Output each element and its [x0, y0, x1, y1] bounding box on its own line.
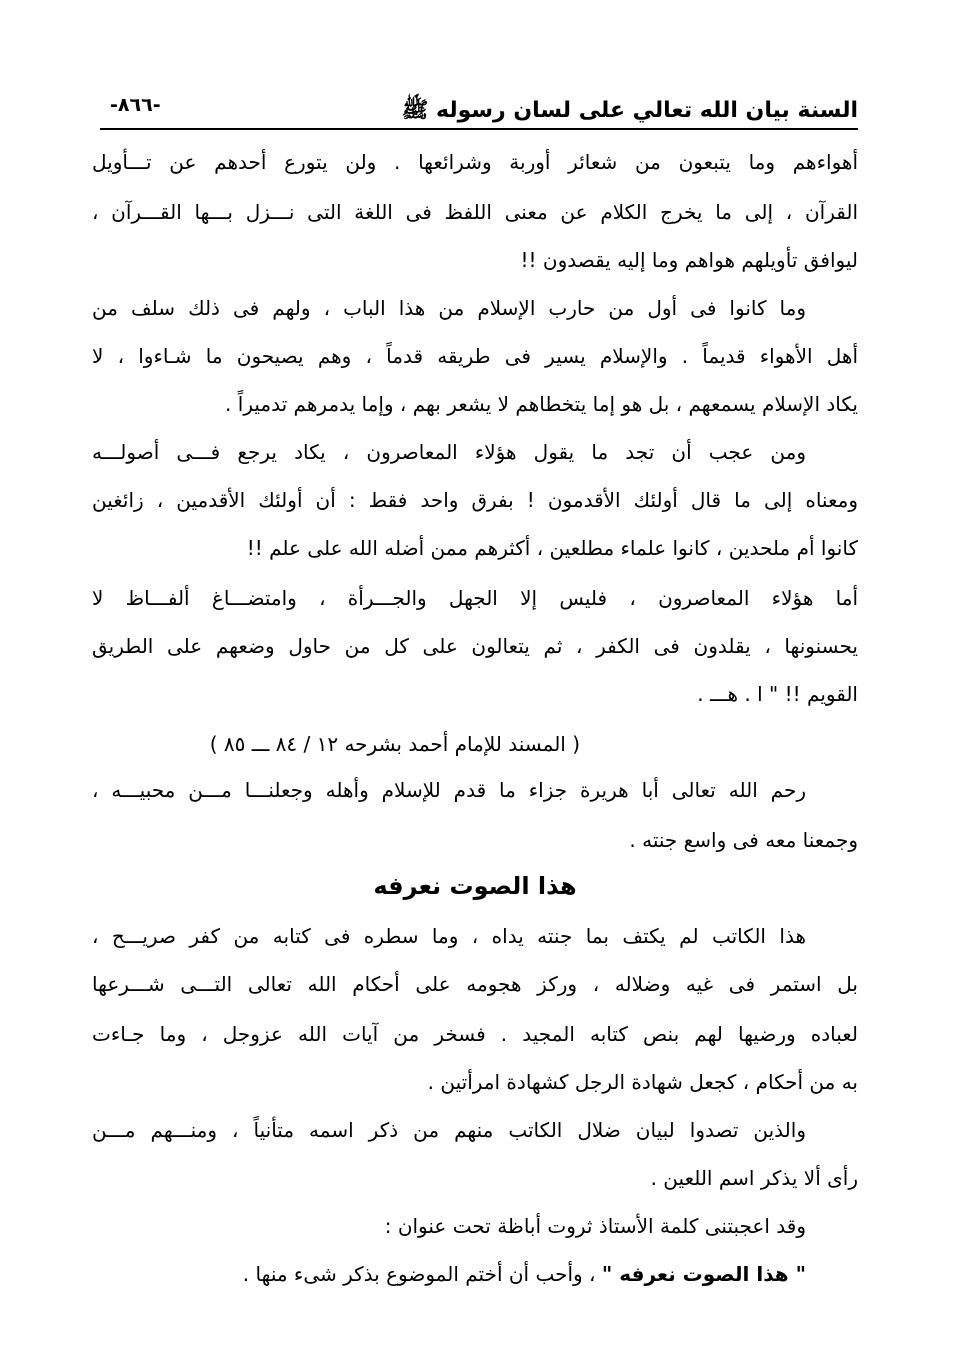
quote-rest: ، وأحب أن أختم الموضوع بذكر شىء منها . — [242, 1262, 602, 1286]
citation: ( المسند للإمام أحمد بشرحه ١٢ / ٨٤ ـــ ٨٥ ) — [209, 732, 580, 756]
closing-quote-line — [92, 1260, 858, 1288]
paragraph-4-line-3: القويم !! " ا . هـــ . — [697, 682, 858, 706]
paragraph-1-line-3: ليوافق تأويلهم هواهم وما إليه يقصدون !! — [520, 248, 858, 272]
paragraph-6-line-3: لعباده ورضيها لهم بنص كتابه المجيد . فسخر من آيات الله عزوجل ، وما جـاءت — [92, 1022, 858, 1046]
section-heading: هذا الصوت نعرفه — [373, 872, 577, 900]
paragraph-1-line-1: أهواءهم وما يتبعون من شعائر أوربة وشرائعها . ولن يتورع أحدهم عن تـــأويل — [92, 150, 858, 174]
paragraph-2-line-3: يكاد الإسلام يسمعهم ، بل هو إما يتخطاهم لا يشعر بهم ، وإما يدمرهم تدميراً . — [225, 392, 858, 416]
paragraph-4-line-2: يحسنونها ، يقلدون فى الكفر ، ثم يتعالون على كل من حاول وضعهم على الطريق — [92, 634, 858, 658]
paragraph-8-line-1: وقد اعجبتنى كلمة الأستاذ ثروت أباظة تحت عنوان : — [384, 1214, 806, 1238]
paragraph-7-line-1: والذين تصدوا لبيان ضلال الكاتب منهم من ذكر اسمه متأنياً ، ومنـــهم مـــن — [92, 1118, 806, 1142]
paragraph-5-line-2: وجمعنا معه فى واسع جنته . — [629, 828, 858, 852]
paragraph-5-line-1: رحم الله تعالى أبا هريرة جزاء ما قدم للإسلام وأهله وجعلنـــا مـــن محبيـــه ، — [92, 778, 806, 802]
paragraph-3-line-3: كانوا أم ملحدين ، كانوا علماء مطلعين ، أكثرهم ممن أضله الله على علم !! — [246, 536, 858, 560]
paragraph-3-line-2: ومعناه إلى ما قال أولئك الأقدمون ! بفرق واحد فقط : أن أولئك الأقدمين ، زائغين — [92, 488, 858, 512]
paragraph-2-line-1: وما كانوا فى أول من حارب الإسلام من هذا الباب ، ولهم فى ذلك سلف من — [92, 296, 806, 320]
quote-title: " هذا الصوت نعرفه " — [601, 1262, 806, 1286]
paragraph-6-line-2: بل استمر فى غيه وضلاله ، وركز هجومه على أحكام الله تعالى التـــى شـــرعها — [92, 972, 858, 996]
paragraph-2-line-2: أهل الأهواء قديماً . والإسلام يسير فى طريقه قدماً ، وهم يصيحون ما شـاءوا ، لا — [92, 344, 858, 368]
paragraph-7-line-2: رأى ألا يذكر اسم اللعين . — [650, 1166, 858, 1190]
paragraph-6-line-4: به من أحكام ، كجعل شهادة الرجل كشهادة امرأتين . — [427, 1070, 858, 1094]
paragraph-6-line-1: هذا الكاتب لم يكتف بما جنته يداه ، وما سطره فى كتابه من كفر صريـــح ، — [92, 924, 806, 948]
running-title: السنة بيان الله تعالي على لسان رسوله ﷺ — [401, 98, 858, 123]
paragraph-1-line-2: القرآن ، إلى ما يخرج الكلام عن معنى اللفظ فى اللغة التى نـــزل بـــها القـــرآن ، — [92, 200, 858, 224]
paragraph-3-line-1: ومن عجب أن تجد ما يقول هؤلاء المعاصرون ، يكاد يرجع فـــى أصولـــه — [92, 440, 806, 464]
paragraph-4-line-1: أما هؤلاء المعاصرون ، فليس إلا الجهل والجـــرأة ، وامتضـــاغ ألفـــاظ لا — [92, 586, 858, 610]
page-header — [100, 92, 858, 130]
page-number: -٨٦٦- — [110, 94, 161, 116]
